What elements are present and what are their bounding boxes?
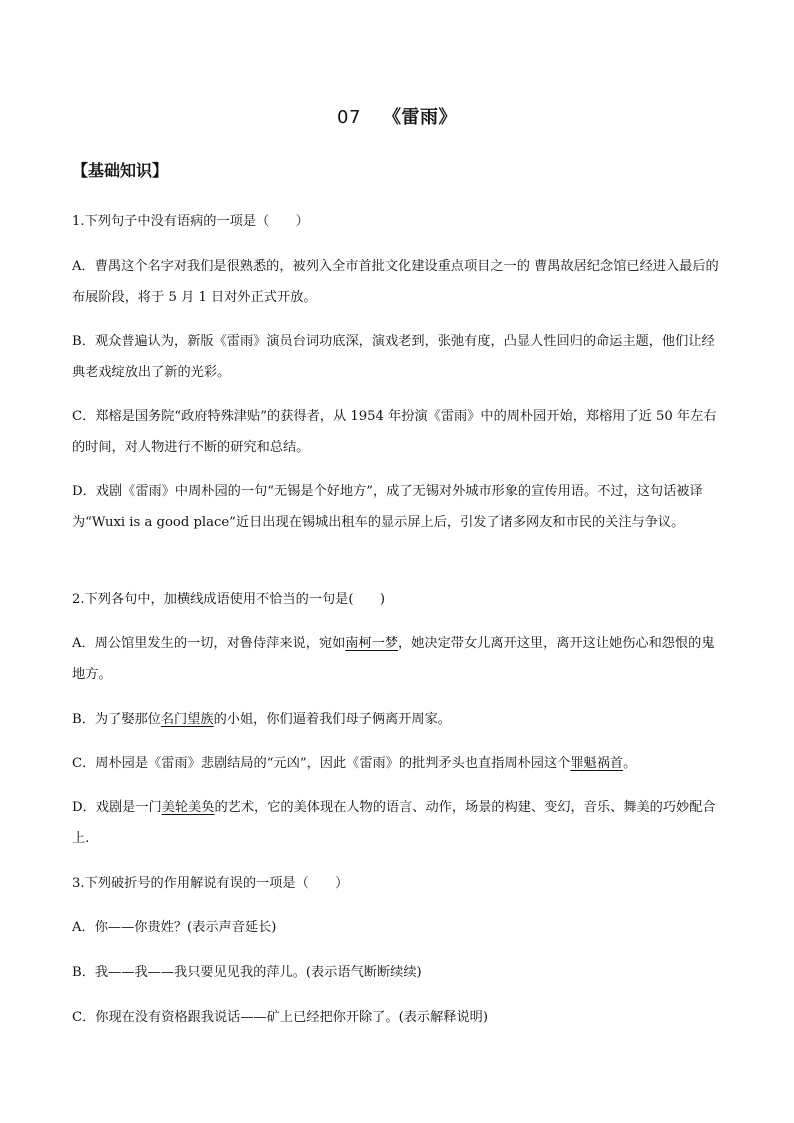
underlined-idiom: 美轮美奂 [161,800,215,815]
question-1-option-d: D．戏剧《雷雨》中周朴园的一句“无锡是个好地方”，成了无锡对外城市形象的宣传用语。不过，这句话被译为“Wuxi is a good place”近日出现在锡城出租车的显示屏上后，引发了诸多网友和市民的关注与争议。 [72,484,703,530]
question-2-stem: 2.下列各句中，加横线成语使用不恰当的一句是( ) [72,592,385,607]
question-2-option-c: C．周朴园是《雷雨》悲剧结局的“元凶”，因此《雷雨》的批判矛头也直指周朴园这个罪魁祸首。 [72,756,637,771]
title-name: 《雷雨》 [382,107,457,128]
question-1-option-c: C．郑榕是国务院“政府特殊津贴”的获得者，从 1954 年扮演《雷雨》中的周朴园开始，郑榕用了近 50 年左右的时间，对人物进行不断的研究和总结。 [72,409,717,455]
question-2-option-b: B．为了娶那位名门望族的小姐，你们逼着我们母子俩离开周家。 [72,712,451,727]
title-number: 07 [337,107,361,128]
question-1-stem: 1.下列句子中没有语病的一项是（ ） [72,214,309,229]
question-3-option-b: B．我——我——我只要见见我的萍儿。(表示语气断断续续) [72,965,422,980]
question-3-stem: 3.下列破折号的作用解说有误的一项是（ ） [72,876,349,891]
question-3-option-a: A．你——你贵姓？(表示声音延长) [72,920,277,935]
underlined-idiom: 罪魁祸首 [570,756,624,771]
question-1-option-a: A．曹禺这个名字对我们是很熟悉的，被列入全市首批文化建设重点项目之一的 曹禺故居纪念馆已经进入最后的布展阶段，将于 5 月 1 日对外正式开放。 [72,259,719,305]
question-3-option-c: C．你现在没有资格跟我说话——矿上已经把你开除了。(表示解释说明) [72,1010,489,1025]
underlined-idiom: 名门望族 [160,712,214,727]
question-1-option-b: B．观众普遍认为，新版《雷雨》演员台词功底深，演戏老到，张弛有度，凸显人性回归的命运主题，他们让经典老戏绽放出了新的光彩。 [72,334,715,380]
question-2-option-d: D．戏剧是一门美轮美奂的艺术，它的美体现在人物的语言、动作，场景的构建、变幻，音乐、舞美的巧妙配合上. [72,800,716,846]
section-heading: 【基础知识】 [72,161,169,180]
document-title [0,103,794,129]
question-2-option-a: A．周公馆里发生的一切，对鲁侍萍来说，宛如南柯一梦，她决定带女儿离开这里，离开这让她伤心和怨恨的鬼地方。 [72,636,715,682]
underlined-idiom: 南柯一梦 [345,636,399,651]
